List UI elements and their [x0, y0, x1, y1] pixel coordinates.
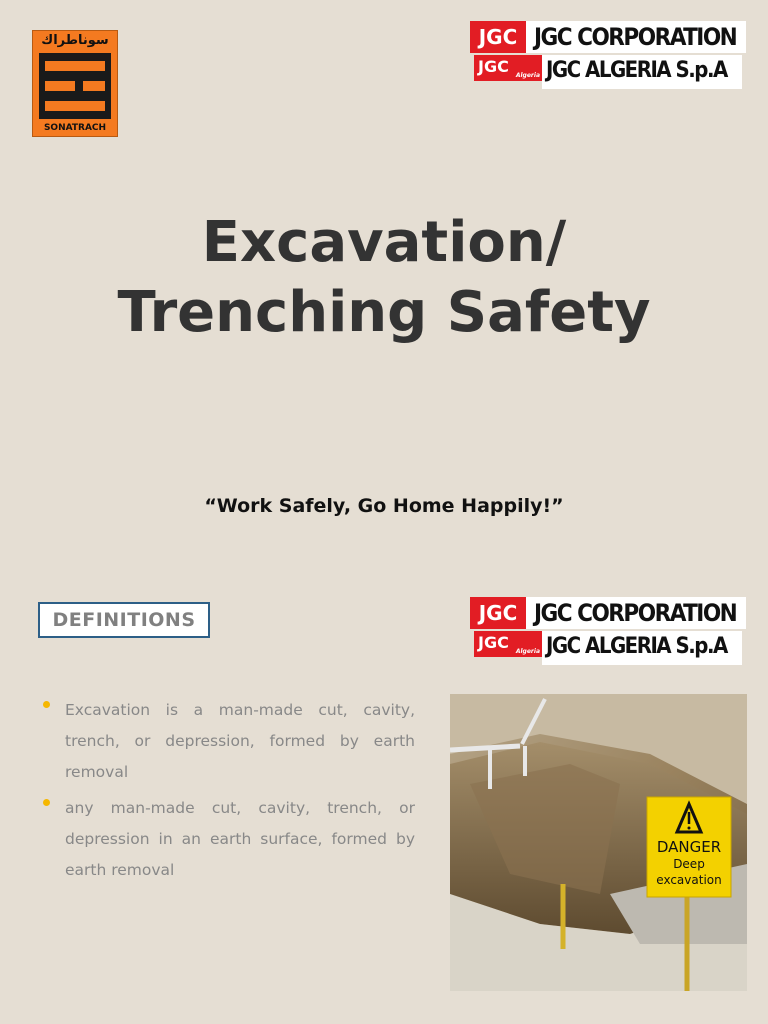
jgc-red-label: JGC [470, 597, 526, 629]
bullet-icon [43, 701, 50, 708]
definitions-list [42, 700, 415, 896]
jgc-algeria-red-label: JGC Algeria [474, 631, 542, 657]
jgc-corporation-text: JGC CORPORATION [526, 21, 746, 53]
sonatrach-name: SONATRACH [43, 123, 107, 133]
jgc-algeria-text: JGC ALGERIA S.p.A [542, 55, 742, 89]
sonatrach-arabic-text: سوناطراك [41, 33, 109, 48]
title-line-1: Excavation/ [201, 210, 567, 275]
bullet-icon [43, 799, 50, 806]
list-item [42, 793, 415, 886]
definition-text: Excavation is a man-made cut, cavity, trench, or depression, formed by earth removal [65, 701, 415, 781]
jgc-red-label: JGC [470, 21, 526, 53]
sonatrach-mark-icon [39, 53, 111, 119]
jgc-algeria-red-label: JGC Algeria [474, 55, 542, 81]
excavation-photo [450, 694, 747, 991]
jgc-algeria-text: JGC ALGERIA S.p.A [542, 631, 742, 665]
title-line-2: Trenching Safety [117, 280, 651, 345]
sign-line-1: Deep [673, 857, 705, 871]
sign-title: DANGER [656, 838, 722, 856]
sonatrach-logo [32, 30, 118, 137]
page-title [0, 208, 768, 348]
jgc-logo-bottom [470, 597, 746, 665]
list-item [42, 695, 415, 788]
jgc-corporation-text: JGC CORPORATION [526, 597, 746, 629]
definition-text: any man-made cut, cavity, trench, or depression in an earth surface, formed by earth removal [65, 799, 415, 879]
excavation-illustration [450, 694, 747, 991]
definitions-heading: DEFINITIONS [38, 602, 210, 638]
slogan: “Work Safely, Go Home Happily!” [204, 495, 564, 517]
sign-line-2: excavation [656, 873, 722, 887]
jgc-logo-top [470, 21, 746, 89]
